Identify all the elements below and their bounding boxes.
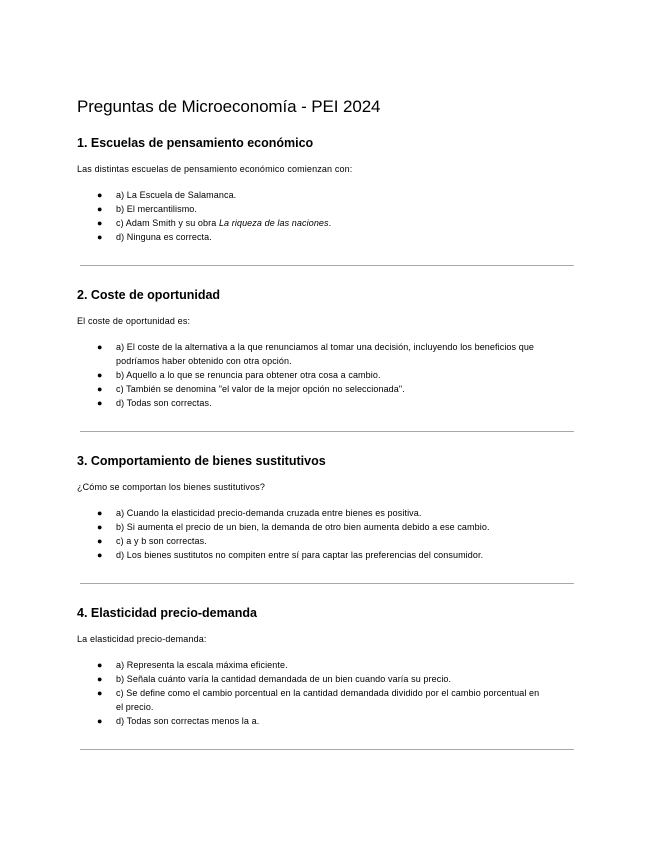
option-text: b) Aquello a lo que se renuncia para obtener otra cosa a cambio.: [116, 370, 381, 380]
bullet-icon: ●: [97, 522, 103, 532]
section-coste-oportunidad: [77, 287, 577, 432]
option-text-prefix: c) Adam Smith y su obra: [116, 218, 219, 228]
option-text: d) Ninguna es correcta.: [116, 232, 212, 242]
list-item: [77, 382, 577, 396]
bullet-icon: ●: [97, 508, 103, 518]
section-heading: 1. Escuelas de pensamiento económico: [77, 136, 314, 150]
options-list: [77, 188, 577, 244]
option-text: c) También se denomina "el valor de la mejor opción no seleccionada".: [116, 384, 405, 394]
section-divider: [80, 265, 574, 266]
list-item: [77, 548, 577, 562]
question-text: La elasticidad precio-demanda:: [77, 634, 207, 644]
option-text: a) Representa la escala máxima eficiente.: [116, 660, 288, 670]
section-escuelas: [77, 135, 577, 266]
option-text: a) La Escuela de Salamanca.: [116, 190, 237, 200]
option-text: d) Todas son correctas.: [116, 398, 212, 408]
option-text: c) a y b son correctas.: [116, 536, 207, 546]
bullet-icon: ●: [97, 232, 103, 242]
bullet-icon: ●: [97, 370, 103, 380]
section-bienes-sustitutivos: [77, 453, 577, 584]
option-text: b) Si aumenta el precio de un bien, la demanda de otro bien aumenta debido a ese cambio.: [116, 522, 490, 532]
bullet-icon: ●: [97, 716, 103, 726]
option-text: b) El mercantilismo.: [116, 204, 198, 214]
book-title: La riqueza de las naciones: [218, 218, 329, 228]
options-list: [77, 340, 577, 410]
section-heading: 3. Comportamiento de bienes sustitutivos: [77, 454, 326, 468]
list-item: [77, 230, 577, 244]
option-text-suffix: .: [328, 218, 332, 228]
list-item: [77, 534, 577, 548]
list-item: [77, 188, 577, 202]
section-divider: [80, 431, 574, 432]
document-title: Preguntas de Microeconomía - PEI 2024: [77, 97, 381, 116]
list-item: [77, 686, 577, 714]
list-item: [77, 340, 577, 368]
options-list: [77, 506, 577, 562]
section-heading: 2. Coste de oportunidad: [77, 288, 221, 302]
option-text: a) Cuando la elasticidad precio-demanda cruzada entre bienes es positiva.: [116, 508, 422, 518]
section-elasticidad: [77, 605, 577, 750]
list-item: [77, 368, 577, 382]
section-divider: [80, 749, 574, 750]
list-item: [77, 658, 577, 672]
option-text: d) Todas son correctas menos la a.: [116, 716, 260, 726]
bullet-icon: ●: [97, 660, 103, 670]
list-item: [77, 672, 577, 686]
section-heading: 4. Elasticidad precio-demanda: [77, 606, 257, 620]
bullet-icon: ●: [97, 674, 103, 684]
document-page: [77, 96, 577, 750]
list-item: [77, 506, 577, 520]
option-text: d) Los bienes sustitutos no compiten entre sí para captar las preferencias del consumidor.: [116, 550, 484, 560]
bullet-icon: ●: [97, 398, 103, 408]
options-list: [77, 658, 577, 728]
list-item: [77, 202, 577, 216]
bullet-icon: ●: [97, 342, 103, 352]
option-text: a) El coste de la alternativa a la que renunciamos al tomar una decisión, incluyendo los beneficios que podríamos haber obtenido con otra opción.: [116, 342, 535, 366]
bullet-icon: ●: [97, 550, 103, 560]
bullet-icon: ●: [97, 536, 103, 546]
list-item: [77, 714, 577, 728]
list-item: [77, 520, 577, 534]
section-divider: [80, 583, 574, 584]
list-item: [77, 396, 577, 410]
bullet-icon: ●: [97, 384, 103, 394]
question-text: ¿Cómo se comportan los bienes sustitutivos?: [77, 482, 266, 492]
option-text: b) Señala cuánto varía la cantidad demandada de un bien cuando varía su precio.: [116, 674, 452, 684]
bullet-icon: ●: [97, 218, 103, 228]
question-text: Las distintas escuelas de pensamiento económico comienzan con:: [77, 164, 353, 174]
question-text: El coste de oportunidad es:: [77, 316, 191, 326]
option-text: c) Se define como el cambio porcentual en la cantidad demandada dividido por el cambio porcentual en el precio.: [116, 688, 540, 712]
bullet-icon: ●: [97, 688, 103, 698]
bullet-icon: ●: [97, 204, 103, 214]
bullet-icon: ●: [97, 190, 103, 200]
list-item: [77, 216, 577, 230]
